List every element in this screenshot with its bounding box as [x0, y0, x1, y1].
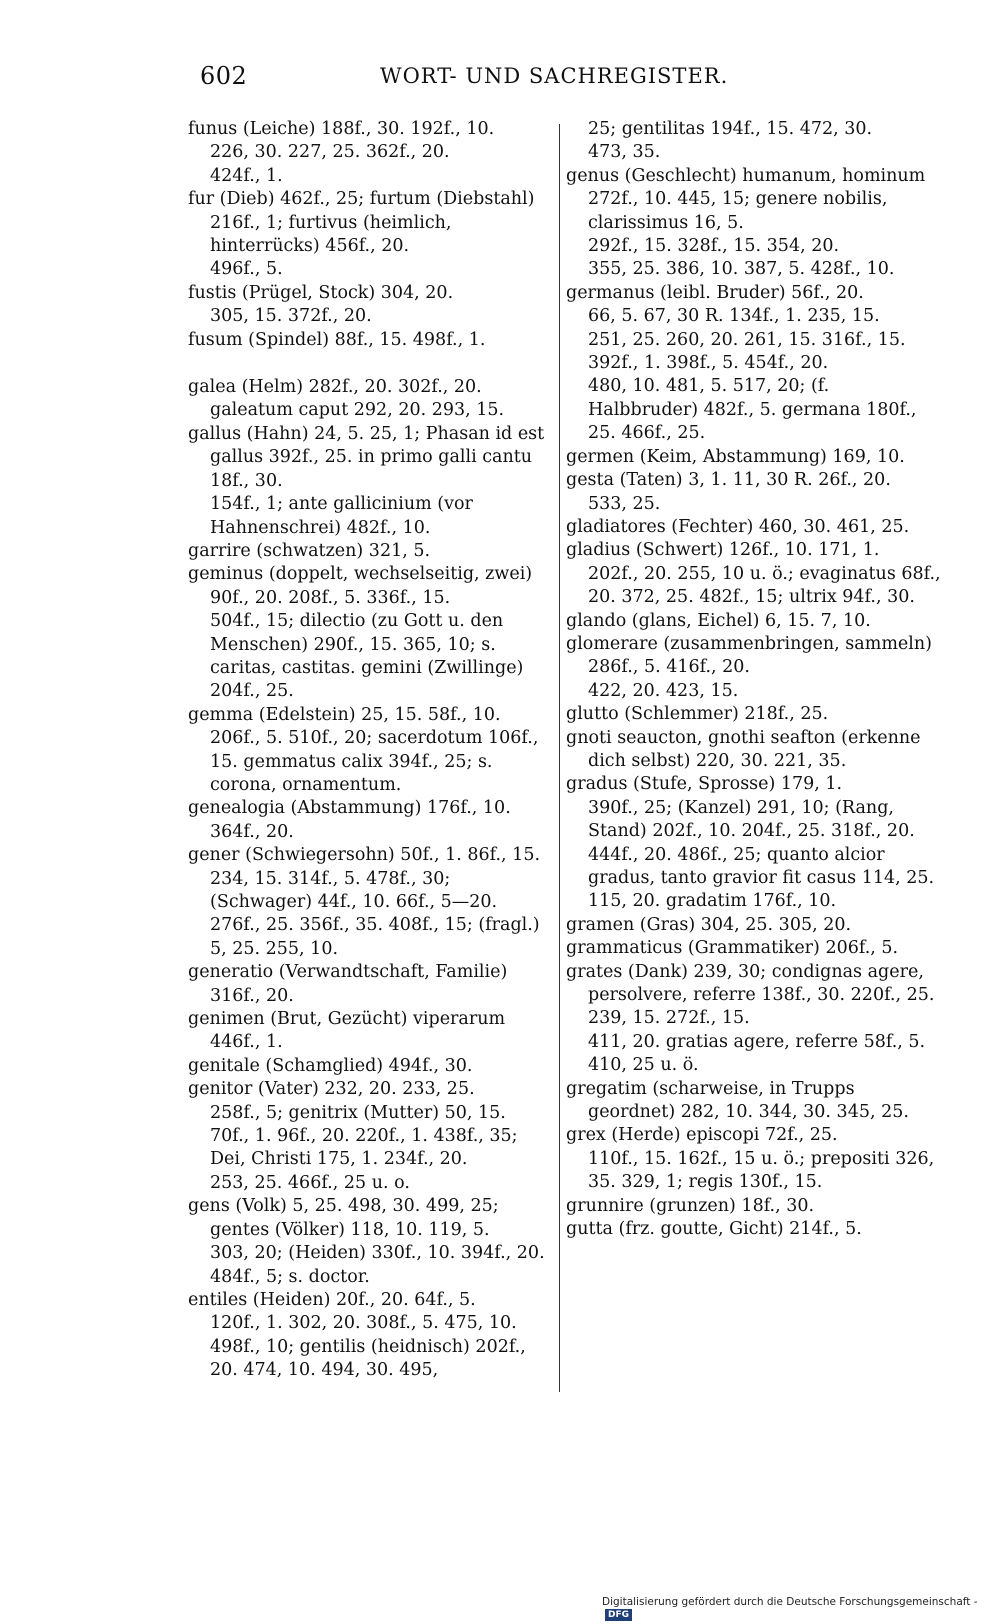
index-entry: gradus (Stufe, Sprosse) 179, 1. 390f., 25; (Kanzel) 291, 10; (Rang, Stand) 202f., 10. 204f., 25. 318f., 20. 444f., 20. 486f., 25; quanto alcior gradus, tanto gravior fit casus 114, 25. 115, 20. gradatim 176f., 10. [566, 774, 935, 912]
index-entry: entiles (Heiden) 20f., 20. 64f., 5. 120f., 1. 302, 20. 308f., 5. 475, 10. 498f., 10; gentilis (heidnisch) 202f., 20. 474, 10. 494, 30. 495, [188, 1289, 526, 1381]
dfg-logo: DFG [605, 1609, 632, 1621]
index-entry: garrire (schwatzen) 321, 5. [188, 540, 431, 561]
index-entry: genimen (Brut, Gezücht) viperarum 446f., 1. [188, 1009, 506, 1053]
index-entry: gladius (Schwert) 126f., 10. 171, 1. 202f., 20. 255, 10 u. ö.; evaginatus 68f., 20. 372, 25. 482f., 15; ultrix 94f., 30. [566, 540, 941, 608]
index-entry: gallus (Hahn) 24, 5. 25, 1; Phasan id est gallus 392f., 25. in primo galli cantu 18f., 30. 154f., 1; ante gallicinium (vor Hahnenschrei) 482f., 10. [188, 423, 545, 538]
index-entry: gregatim (scharweise, in Trupps geordnet) 282, 10. 344, 30. 345, 25. [566, 1078, 909, 1123]
index-entry: grex (Herde) episcopi 72f., 25. 110f., 15. 162f., 15 u. ö.; prepositi 326, 35. 329, 1; regis 130f., 15. [566, 1125, 935, 1193]
index-entry: funus (Leiche) 188f., 30. 192f., 10. 226, 30. 227, 25. 362f., 20. 424f., 1. [188, 119, 495, 186]
page-header [0, 62, 1000, 102]
index-entry: gnoti seaucton, gnothi seafton (erkenne dich selbst) 220, 30. 221, 35. [566, 727, 921, 771]
index-entry: genus (Geschlecht) humanum, hominum 272f., 10. 445, 15; genere nobilis, clarissimus 16, 5. 292f., 15. 328f., 15. 354, 20. 355, 25. 386, 10. 387, 5. 428f., 10. [566, 165, 926, 280]
index-entry: glomerare (zusammenbringen, sammeln) 286f., 5. 416f., 20. 422, 20. 423, 15. [566, 633, 932, 701]
index-entry: gladiatores (Fechter) 460, 30. 461, 25. [566, 516, 910, 537]
index-entry: glutto (Schlemmer) 218f., 25. [566, 704, 829, 725]
index-column-left [188, 118, 548, 1383]
index-entry: genitale (Schamglied) 494f., 30. [188, 1055, 473, 1076]
index-entry: germanus (leibl. Bruder) 56f., 20. 66, 5. 67, 30 R. 134f., 1. 235, 15. 251, 25. 260, 20. 261, 15. 316f., 15. 392f., 1. 398f., 5. 454f., 20. 480, 10. 481, 5. 517, 20; (f. Halbbruder) 482f., 5. germana 180f., 25. 466f., 25. [566, 282, 917, 444]
index-entry: fusum (Spindel) 88f., 15. 498f., 1. [188, 329, 486, 350]
index-entry: gener (Schwiegersohn) 50f., 1. 86f., 15. 234, 15. 314f., 5. 478f., 30; (Schwager) 44f., 10. 66f., 5—20. 276f., 25. 356f., 35. 408f., 15; (fragl.) 5, 25. 255, 10. [188, 845, 541, 959]
index-entry: glando (glans, Eichel) 6, 15. 7, 10. [566, 610, 871, 631]
index-column-right [566, 118, 941, 1242]
index-entry: gesta (Taten) 3, 1. 11, 30 R. 26f., 20. 533, 25. [566, 470, 891, 514]
index-entry: fustis (Prügel, Stock) 304, 20. 305, 15. 372f., 20. [188, 282, 454, 327]
index-entry: gemma (Edelstein) 25, 15. 58f., 10. 206f., 5. 510f., 20; sacerdotum 106f., 15. gemmatus calix 394f., 25; s. corona, ornamentum. [188, 704, 539, 795]
index-entry: gramen (Gras) 304, 25. 305, 20. [566, 914, 852, 935]
index-entry: grunnire (grunzen) 18f., 30. [566, 1195, 815, 1216]
index-entry-continued: 25; gentilitas 194f., 15. 472, 30. 473, 35. [588, 119, 873, 163]
index-entry: genitor (Vater) 232, 20. 233, 25. 258f., 5; genitrix (Mutter) 50, 15. 70f., 1. 96f., 20. 220f., 1. 438f., 35; Dei, Christi 175, 1. 234f., 20. 253, 25. 466f., 25 u. o. [188, 1079, 518, 1193]
index-entry: fur (Dieb) 462f., 25; furtum (Diebstahl) 216f., 1; furtivus (heimlich, hinterrücks) 456f., 20. 496f., 5. [188, 189, 535, 280]
index-entry: geminus (doppelt, wechselseitig, zwei) 90f., 20. 208f., 5. 336f., 15. 504f., 15; dilectio (zu Gott u. den Menschen) 290f., 15. 365, 10; s. caritas, castitas. gemini (Zwillinge) 204f., 25. [188, 564, 533, 702]
credit-text: Digitalisierung gefördert durch die Deutsche Forschungsgemeinschaft - [602, 1596, 978, 1608]
index-entry: gutta (frz. goutte, Gicht) 214f., 5. [566, 1219, 862, 1240]
running-title: WORT- UND SACHREGISTER. [380, 64, 729, 88]
index-entry: grates (Dank) 239, 30; condignas agere, persolvere, referre 138f., 30. 220f., 25. 239, 15. 272f., 15. 411, 20. gratias agere, referre 58f., 5. 410, 25 u. ö. [566, 961, 935, 1076]
page-number: 602 [200, 62, 248, 90]
column-divider [559, 124, 560, 1392]
index-entry: grammaticus (Grammatiker) 206f., 5. [566, 938, 899, 959]
index-entry: generatio (Verwandtschaft, Familie) 316f., 20. [188, 962, 508, 1006]
index-entry: gens (Volk) 5, 25. 498, 30. 499, 25; gentes (Völker) 118, 10. 119, 5. 303, 20; (Heiden) 330f., 10. 394f., 20. 484f., 5; s. doctor. [188, 1196, 545, 1287]
index-entry: galea (Helm) 282f., 20. 302f., 20. galeatum caput 292, 20. 293, 15. [188, 377, 505, 421]
index-entry: germen (Keim, Abstammung) 169, 10. [566, 446, 905, 467]
index-entry: genealogia (Abstammung) 176f., 10. 364f., 20. [188, 798, 511, 842]
digitization-credit [602, 1596, 1000, 1621]
